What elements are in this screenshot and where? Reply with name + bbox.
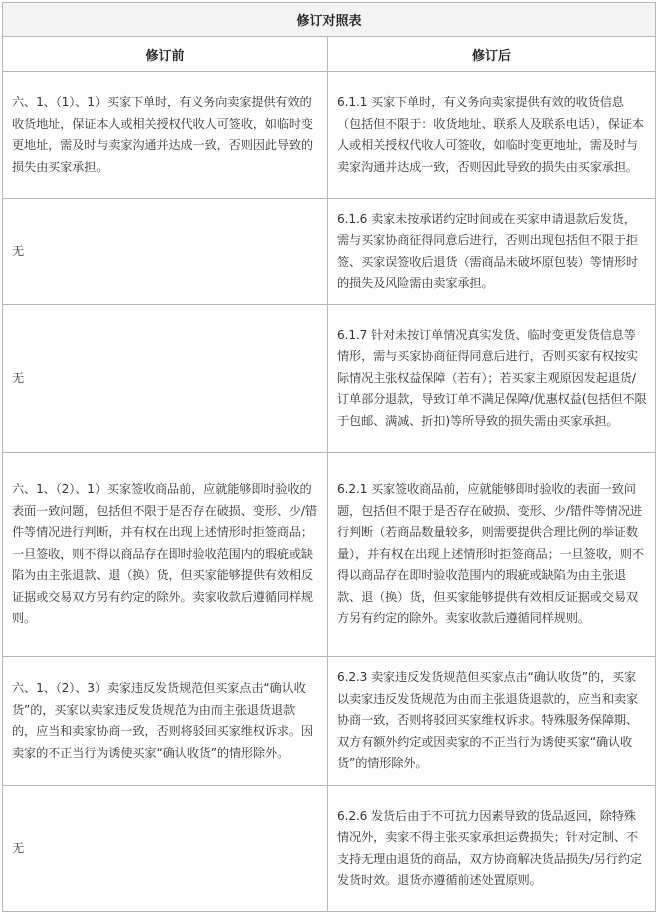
table-row [3,786,656,912]
revision-comparison-table [2,2,656,912]
table-row [3,199,656,305]
cell-after: 6.1.1 买家下单时，有义务向卖家提供有效的收货信息（包括但不限于：收货地址、联系人及联系电话），保证本人或相关授权代收人可签收，如临时变更地址，需及时与卖家沟通并达成一致，否则因此导致的损失由买家承担。 [328,72,656,199]
cell-before: 无 [3,199,328,305]
header-after: 修订后 [328,37,656,72]
cell-after: 6.1.7 针对未按订单情况真实发货、临时变更发货信息等情形，需与买家协商征得同意后进行，否则买家有权按实际情况主张权益保障（若有）；若买家主观原因发起退货/订单部分退款，导致订单不满足保障/优惠权益(包括但不限于包邮、满减、折扣)等所导致的损失需由买家承担。 [328,305,656,453]
table-row [3,72,656,199]
cell-before: 无 [3,786,328,912]
cell-before: 无 [3,305,328,453]
table-title-row [3,3,656,37]
cell-after: 6.2.3 卖家违反发货规范但买家点击“确认收货”的，买家以卖家违反发货规范为由而主张退货退款的，应当和卖家协商一致，否则将驳回买家维权诉求。特殊服务保障期、双方有额外约定或因卖家的不正当行为诱使买家“确认收货”的情形除外。 [328,657,656,786]
cell-after: 6.2.1 买家签收商品前，应就能够即时验收的表面一致问题，包括但不限于是否存在破损、变形、少/错件等情况进行判断（若商品数量较多，则需要提供合理比例的举证数量），并有权在出现上述情形时拒签商品；一旦签收，则不得以商品存在即时验收范围内的瑕疵或缺陷为由主张退款、退（换）货，但买家能够提供有效相反证据或交易双方另有约定的除外。卖家收款后遵循同样规则。 [328,453,656,657]
cell-before: 六、1、（2）、1）买家签收商品前，应就能够即时验收的表面一致问题，包括但不限于是否存在破损、变形、少/错件等情况进行判断，并有权在出现上述情形时拒签商品；一旦签收，则不得以商品存在即时验收范围内的瑕疵或缺陷为由主张退款、退（换）货，但买家能够提供有效相反证据或交易双方另有约定的除外。卖家收款后遵循同样规则。 [3,453,328,657]
header-before: 修订前 [3,37,328,72]
cell-before: 六、1、（2）、3）卖家违反发货规范但买家点击“确认收货”的，买家以卖家违反发货规范为由而主张退货退款的，应当和卖家协商一致，否则将驳回买家维权诉求。因卖家的不正当行为诱使买家“确认收货”的情形除外。 [3,657,328,786]
table-header-row [3,37,656,72]
cell-before: 六、1、（1）、1）买家下单时，有义务向卖家提供有效的收货地址，保证本人或相关授权代收人可签收，如临时变更地址，需及时与卖家沟通并达成一致，否则因此导致的损失由买家承担。 [3,72,328,199]
cell-after: 6.1.6 卖家未按承诺约定时间或在买家申请退款后发货，需与买家协商征得同意后进行，否则出现包括但不限于拒签、买家误签收后退货（需商品未破坏原包装）等情形时的损失及风险需由卖家承担。 [328,199,656,305]
table-title: 修订对照表 [3,3,656,37]
table-row [3,305,656,453]
table-row [3,453,656,657]
cell-after: 6.2.6 发货后由于不可抗力因素导致的货品返回，除特殊情况外，卖家不得主张买家承担运费损失；针对定制、不支持无理由退货的商品，双方协商解决货品损失/另行约定发货时效。退货亦遵循前述处置原则。 [328,786,656,912]
table-row [3,657,656,786]
